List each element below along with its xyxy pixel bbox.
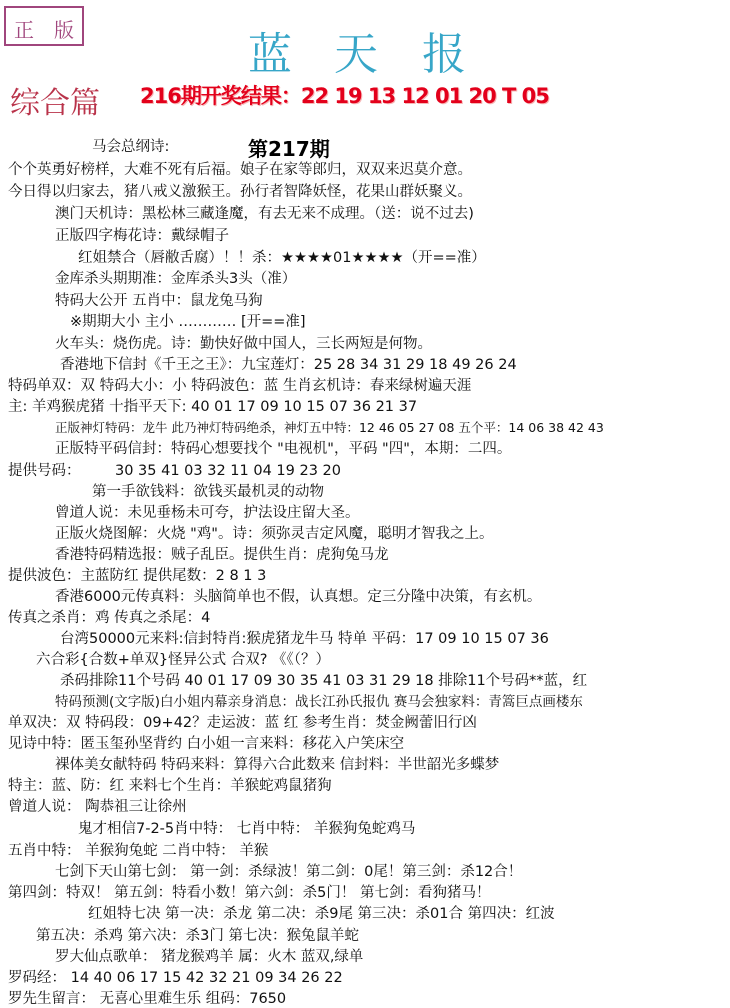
text-line: 六合彩{合数+单双}怪异公式 合双? 《《（？） [36, 652, 331, 668]
text-line: 曾道人说： 陶恭祖三让徐州 [8, 799, 187, 815]
text-line: 今日得以归家去，猪八戒义激猴王。孙行者智降妖怪，花果山群妖聚义。 [8, 184, 472, 200]
text-line: 正版特平码信封：特码心想要找个 "电视机"，平码 "四"，本期：二四。 [55, 441, 512, 457]
issue-number: 第217期 [248, 137, 330, 161]
text-line: 个个英勇好榜样，大难不死有后福。娘子在家等郎归，双双来迟莫介意。 [8, 162, 472, 178]
text-line: 正版火烧图解：火烧 "鸡"。诗：须弥灵吉定风魔，聪明才智我之上。 [55, 526, 494, 542]
text-line: 传真之杀肖：鸡 传真之杀尾：4 [8, 610, 211, 626]
text-line: 红姐禁合（唇敝舌腐）！！杀：★★★★01★★★★（开==准） [78, 250, 486, 266]
text-line: 第四剑：特双！ 第五剑：特看小数！第六剑：杀5门！ 第七剑：看狗猪马！ [8, 885, 491, 901]
text-line: 罗先生留言： 无喜心里难生乐 组码：7650 [8, 991, 287, 1007]
masthead-char-3: 报 [422, 29, 466, 80]
text-line: 提供波色：主蓝防红 提供尾数：2 8 1 3 [8, 568, 267, 584]
text-line: 正版四字梅花诗：戴绿帽子 [55, 228, 229, 244]
section-title: 综合篇 [10, 86, 100, 121]
text-line: 澳门天机诗：黑松林三藏逢魔，有去无来不成理。（送：说不过去) [55, 206, 474, 222]
text-line: 香港特码精选报：贼子乱臣。提供生肖：虎狗兔马龙 [55, 547, 389, 563]
text-line: 曾道人说：未见垂杨未可夸，护法设庄留大圣。 [55, 505, 360, 521]
text-line: 提供号码： [8, 463, 81, 479]
stamp-char-left: 正 [14, 18, 34, 42]
text-line: 特码单双：双 特码大小：小 特码波色：蓝 生肖玄机诗：春来绿树遍天涯 [8, 378, 472, 394]
text-line: 五肖中特： 羊猴狗兔蛇 二肖中特： 羊猴 [8, 843, 269, 859]
text-line: 正版神灯特码：龙牛 此乃神灯特码绝杀，神灯五中特：12 46 05 27 08 五个平：14 06 38 42 43 [55, 420, 604, 435]
masthead-char-2: 天 [334, 29, 378, 80]
text-line: 红姐特七决 第一决：杀龙 第二决：杀9尾 第三决：杀01合 第四决：红波 [88, 906, 555, 922]
text-line: 见诗中特：匿玉玺孙坚背约 白小姐一言来料：移花入户笑床空 [8, 736, 405, 752]
text-line: 特码大公开 五肖中：鼠龙兔马狗 [55, 293, 263, 309]
text-line: 鬼才相信7-2-5肖中特： 七肖中特： 羊猴狗兔蛇鸡马 [78, 821, 416, 837]
text-line: 罗码经： 14 40 06 17 15 42 32 21 09 34 26 22 [8, 970, 343, 986]
text-line: 金库杀头期期准：金库杀头3头（准） [55, 271, 297, 287]
stamp-char-right: 版 [54, 18, 74, 42]
text-line: ※期期大小 主小 ………… [开==准] [70, 314, 306, 330]
text-line: 台湾50000元来料:信封特肖:猴虎猪龙牛马 特单 平码：17 09 10 15 07 36 [60, 631, 549, 647]
text-line: 火车头：烧伤虎。诗：勤快好做中国人，三长两短是何物。 [55, 336, 432, 352]
text-line: 七剑下天山第七剑： 第一剑：杀绿波！第二剑：0尾！第三剑：杀12合！ [55, 864, 523, 880]
text-line: 特码预测(文字版)白小姐内幕亲身消息：战长江孙氏报仇 赛马会独家料：青篙巨点画楼东 [55, 694, 583, 710]
text-line: 香港6000元传真料：头脑简单也不假，认真想。定三分隆中决策，有玄机。 [55, 589, 542, 605]
draw-result-banner: 216期开奖结果：22 19 13 12 01 20 T 05 [140, 84, 549, 108]
text-line: 30 35 41 03 32 11 04 19 23 20 [115, 463, 341, 479]
text-line: 第五决：杀鸡 第六决：杀3门 第七决：猴兔鼠羊蛇 [36, 928, 359, 944]
text-line: 香港地下信封《千王之王》：九宝莲灯：25 28 34 31 29 18 49 26 24 [60, 357, 517, 373]
text-line: 特主：蓝、防：红 来料七个生肖：羊猴蛇鸡鼠猪狗 [8, 778, 332, 794]
masthead-char-1: 蓝 [248, 29, 292, 80]
text-line: 马会总纲诗: [92, 139, 170, 155]
text-line: 罗大仙点歌单： 猪龙猴鸡羊 属：火木 蓝双,绿单 [55, 949, 364, 965]
text-line: 杀码排除11个号码 40 01 17 09 30 35 41 03 31 29 18 排除11个号码**蓝，红 [60, 673, 588, 689]
text-line: 主: 羊鸡猴虎猪 十指平天下: 40 01 17 09 10 15 07 36 21 37 [8, 399, 418, 415]
text-line: 裸体美女献特码 特码来料：算得六合此数来 信封料：半世韶光多蝶梦 [55, 757, 500, 773]
authentic-stamp [4, 6, 84, 46]
text-line: 第一手欲钱料：欲钱买最机灵的动物 [92, 484, 324, 500]
text-line: 单双决：双 特码段：09+42？走运波：蓝 红 参考生肖：焚金阙蕾旧行凶 [8, 715, 477, 731]
